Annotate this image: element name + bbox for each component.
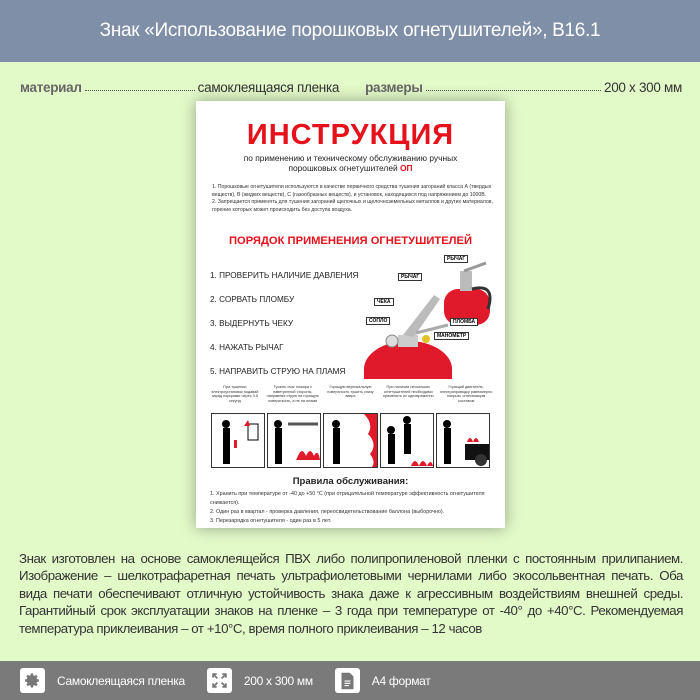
label-gauge: МАНОМЕТР: [434, 332, 469, 340]
pictogram-panels: [211, 413, 490, 468]
rule: 2. Один раз в квартал - проверка давления, переосвидетельствование баллона (выборочно).: [210, 509, 445, 515]
subtitle-accent: ОП: [399, 163, 413, 173]
caption: Тушить очаг пожара с наветренной стороны, направляя струю на горящую поверхность, а не на пламя: [266, 385, 319, 403]
note: 1. Порошковые огнетушители используются в качестве первичного средства тушения загораний класса А (твердых веществ), В (жидких веществ), С (газообразных веществ), и установок, находящихся под напряжением до 1000В.: [212, 184, 492, 198]
sign-subtitle: [196, 153, 505, 173]
footer-bar: [0, 661, 700, 700]
label-nozzle: СОПЛО: [366, 317, 390, 325]
dot-leader: [426, 80, 601, 91]
procedure-title: ПОРЯДОК ПРИМЕНЕНИЯ ОГНЕТУШИТЕЛЕЙ: [228, 235, 473, 247]
pictogram-vertical: [323, 413, 377, 468]
rule: 3. Перезарядка огнетушителя - один раз в 5 лет.: [210, 518, 332, 524]
step: 3. ВЫДЕРНУТЬ ЧЕКУ: [210, 319, 294, 328]
steps-list: [210, 271, 358, 391]
dot-leader: [85, 80, 195, 91]
label-lever: РЫЧАГ: [444, 255, 468, 263]
specs-row: [20, 80, 682, 95]
material-value: самоклеящаяся пленка: [197, 80, 340, 95]
document-icon: [335, 668, 360, 693]
product-description: Знак изготовлен на основе самоклеящейся ПВХ либо полипропиленовой пленки с постоянным прилипанием. Изображение – шелкотрафаретная печать ультрафиолетовыми чернилами либо экосольвентная печать. Оба вида печати обеспечивают отличную устойчивость знака даже к агрессивным воздействиям внешней среды. Гарантийный срок эксплуатации знаков на пленке – 3 года при температуре от -40° до +40°C. Рекомендуемая температура приклеивания – от +10°C, время полного приклеивания – 12 часов: [19, 551, 683, 636]
size-value: 200 х 300 мм: [603, 80, 682, 95]
caption: Горящий двигатель, электропроводку равномерно покрыть огнегасящим составом: [439, 385, 493, 403]
extinguisher-illustration: [336, 249, 498, 379]
footer-format: А4 формат: [371, 673, 431, 688]
caption: При наличии нескольких огнетушителей необходимо применять их одновременно: [382, 385, 434, 399]
pictogram-windward: [267, 413, 321, 468]
rule: 1. Хранить при температуре от -40 до +50 °С (при отрицательной температуре эффективность огнетушителя снижается).: [210, 491, 485, 506]
label-pin: ЧЕКА: [374, 298, 394, 306]
page-header: [0, 0, 700, 62]
step: 2. СОРВАТЬ ПЛОМБУ: [210, 295, 295, 304]
size-label: размеры: [365, 80, 423, 95]
footer-size: 200 х 300 мм: [243, 673, 313, 688]
caption: Горящую вертикальную поверхность тушить снизу вверх: [327, 385, 374, 399]
sign-image: [196, 101, 505, 528]
step: 4. НАЖАТЬ РЫЧАГ: [210, 343, 284, 352]
rules-list: [210, 490, 495, 526]
caption: При тушении электроустановок подавай заряд порциями через 3-5 секунд: [211, 385, 259, 403]
label-lever: РЫЧАГ: [398, 273, 422, 281]
note: 2. Запрещается применять для тушения загораний щелочных и щелочноземельных металлов и других материалов, горение которых может происходить без доступа воздуха.: [212, 199, 493, 213]
expand-icon: [207, 668, 232, 693]
rules-title: Правила обслуживания:: [292, 476, 409, 487]
pictogram-engine: [436, 413, 490, 468]
footer-material: Самоклеящаяся пленка: [57, 673, 185, 688]
pictogram-electrical: [211, 413, 265, 468]
sign-notes: [212, 184, 493, 214]
material-label: материал: [20, 80, 82, 95]
page-title: Знак «Использование порошковых огнетушителей», B16.1: [99, 20, 601, 41]
step: 1. ПРОВЕРИТЬ НАЛИЧИЕ ДАВЛЕНИЯ: [210, 271, 359, 280]
extinguisher-icon: [336, 249, 498, 379]
gear-icon: [20, 668, 45, 693]
sign-title: ИНСТРУКЦИЯ: [246, 119, 455, 151]
subtitle-line: по применению и техническому обслуживанию ручных: [243, 153, 458, 163]
step: 5. НАПРАВИТЬ СТРУЮ НА ПЛАМЯ: [210, 367, 346, 376]
subtitle-line: порошковых огнетушителей: [288, 163, 398, 173]
pictogram-multiple: [380, 413, 434, 468]
label-seal: ПЛОМБА: [450, 318, 478, 326]
